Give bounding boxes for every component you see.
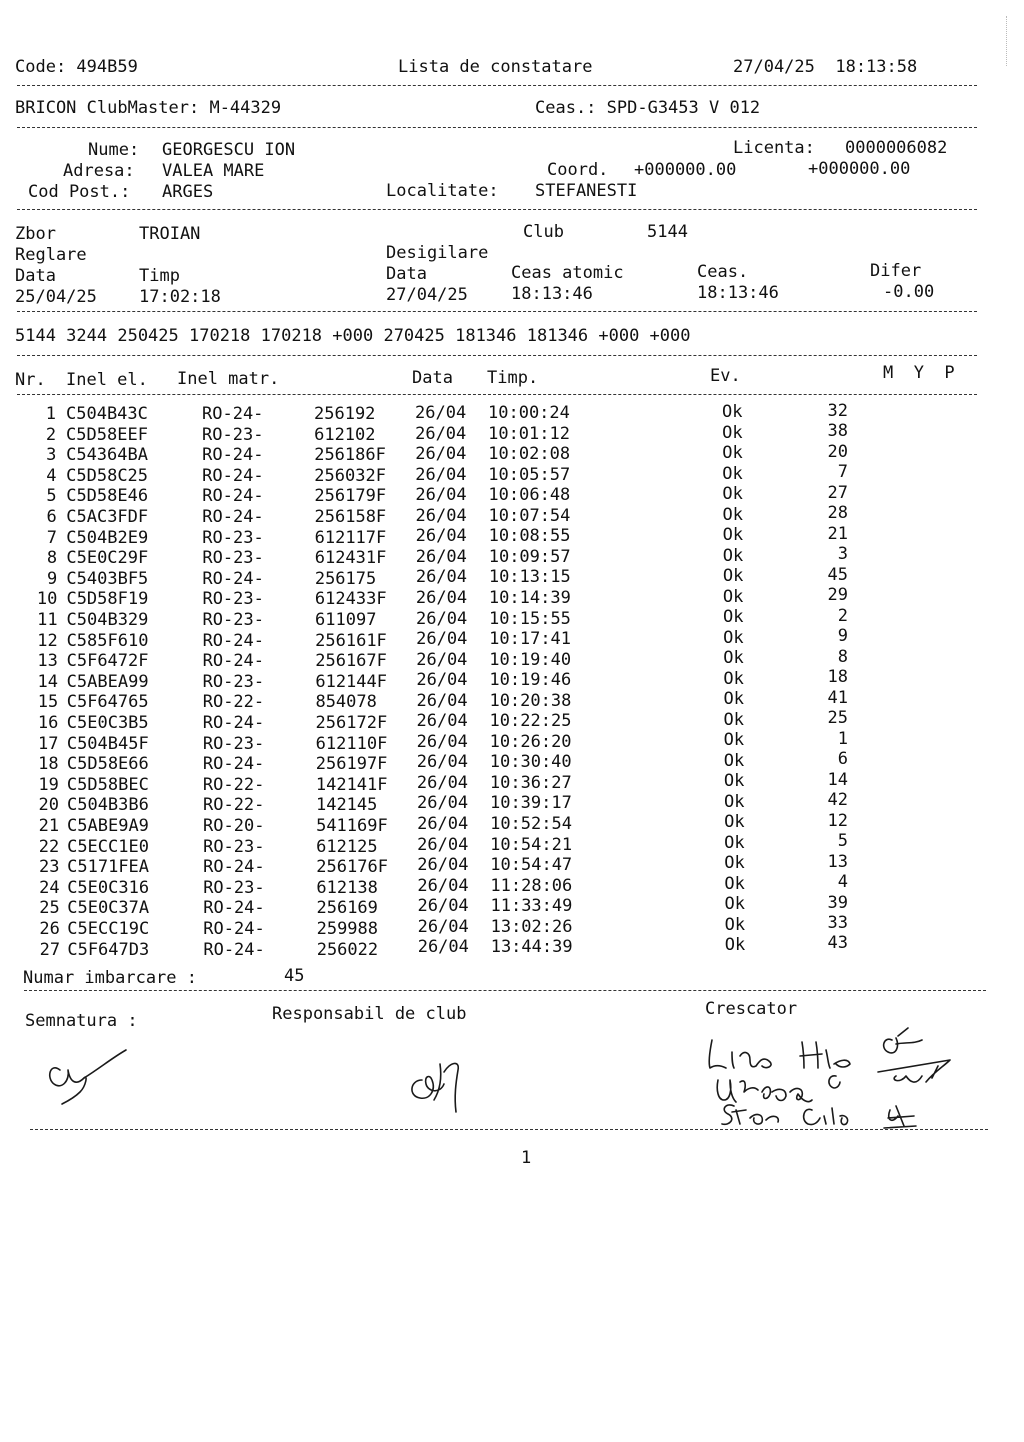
reglare-data: 25/04/25 (15, 287, 97, 307)
inel-electronic: C5E0C37A (67, 898, 150, 919)
row-nr: 19 (38, 774, 59, 795)
inel-prefix: RO-23- (203, 836, 265, 857)
position: 13 (827, 851, 848, 872)
inel-prefix: RO-23- (202, 548, 264, 569)
row-nr: 1 (45, 404, 56, 424)
ceas-value: 18:13:46 (697, 283, 779, 303)
inel-electronic: C585F610 (66, 630, 149, 651)
evaluation: Ok (723, 627, 744, 648)
flight-name: TROIAN (139, 224, 201, 244)
inel-number: 256175 (314, 568, 377, 589)
arrival-date: 26/04 (417, 875, 469, 896)
numar-imbarcare-label: Numar imbarcare : (23, 968, 197, 988)
arrival-date: 26/04 (416, 690, 468, 711)
row-nr: 15 (37, 692, 59, 713)
inel-electronic: C504B3B6 (66, 795, 149, 816)
table-row (0, 544, 1024, 569)
owner-postcode: ARGES (162, 182, 214, 202)
position: 32 (827, 401, 848, 421)
inel-number: 541169F (316, 816, 388, 836)
inel-electronic: C5D58EEF (66, 424, 148, 445)
evaluation: Ok (722, 443, 743, 463)
reglare-data-label: Data (15, 266, 56, 286)
row-nr: 7 (46, 527, 57, 548)
inel-electronic: C5ECC19C (67, 919, 150, 939)
semnatura-signature (40, 1040, 140, 1110)
position: 45 (827, 564, 848, 585)
owner-locality: STEFANESTI (535, 181, 638, 201)
evaluation: Ok (724, 873, 745, 894)
position: 6 (837, 749, 848, 770)
inel-prefix: RO-23- (202, 733, 265, 754)
arrival-time: 10:54:47 (490, 855, 573, 876)
arrival-date: 26/04 (415, 546, 467, 567)
position: 27 (827, 482, 848, 503)
col-timp: Timp. (487, 368, 539, 388)
inel-electronic: C504B45F (66, 733, 149, 754)
inel-prefix: RO-23- (202, 589, 264, 610)
arrival-date: 26/04 (417, 814, 469, 834)
arrival-time: 10:09:57 (488, 546, 571, 567)
arrival-date: 26/04 (416, 772, 469, 793)
row-nr: 25 (39, 898, 60, 919)
inel-number: 256169 (316, 898, 378, 919)
inel-number: 256197F (315, 754, 388, 775)
inel-number: 611097 (315, 610, 377, 630)
inel-prefix: RO-23- (202, 610, 264, 630)
row-nr: 9 (47, 568, 58, 589)
position: 25 (827, 708, 848, 729)
inel-prefix: RO-24- (202, 754, 265, 775)
difer-label: Difer (870, 261, 922, 281)
arrival-time: 10:14:39 (488, 587, 571, 608)
col-nr: Nr. (15, 370, 46, 390)
position: 38 (827, 421, 848, 442)
inel-prefix: RO-24- (203, 857, 265, 878)
arrival-date: 26/04 (416, 670, 468, 691)
reglare-timp-label: Timp (139, 266, 180, 286)
owner-address: VALEA MARE (162, 161, 265, 181)
row-nr: 13 (37, 651, 58, 672)
divider (17, 394, 977, 395)
divider (17, 311, 977, 312)
inel-electronic: C54364BA (66, 445, 148, 466)
row-nr: 11 (37, 610, 58, 630)
crescator-signatures (700, 1020, 970, 1135)
coord-label: Coord. (547, 160, 609, 180)
inel-electronic: C5AC3FDF (66, 507, 149, 527)
inel-electronic: C5E0C29F (66, 548, 149, 569)
divider (24, 990, 986, 991)
row-nr: 14 (37, 671, 59, 692)
row-nr: 18 (38, 754, 59, 775)
arrival-time: 11:33:49 (490, 896, 573, 917)
position: 18 (827, 667, 848, 688)
inel-electronic: C5F64765 (66, 692, 149, 713)
col-inel-matr: Inel matr. (177, 369, 280, 389)
table-row (0, 687, 1024, 713)
evaluation: Ok (722, 484, 743, 504)
position: 5 (837, 831, 848, 852)
inel-number: 612110F (315, 733, 388, 754)
table-row (0, 441, 1024, 466)
arrival-time: 10:36:27 (489, 772, 572, 793)
inel-prefix: RO-24- (202, 445, 264, 466)
row-nr: 24 (39, 877, 60, 898)
col-inel-el: Inel el. (66, 370, 148, 390)
row-nr: 23 (38, 857, 60, 878)
table-row (0, 462, 1024, 487)
divider (30, 1129, 988, 1130)
evaluation: Ok (723, 730, 745, 750)
inel-prefix: RO-24- (203, 939, 265, 960)
inel-number: 256172F (315, 713, 388, 733)
evaluation: Ok (723, 648, 744, 668)
row-nr: 21 (38, 816, 60, 836)
position: 14 (827, 769, 848, 790)
inel-number: 612102 (314, 424, 376, 445)
arrival-date: 26/04 (417, 855, 469, 876)
row-nr: 22 (38, 836, 60, 857)
row-nr: 20 (38, 795, 59, 816)
arrival-time: 10:05:57 (488, 464, 571, 485)
evaluation: Ok (723, 668, 744, 689)
document-title: Lista de constatare (398, 57, 593, 77)
evaluation: Ok (723, 750, 745, 771)
arrival-date: 26/04 (415, 444, 467, 465)
inel-number: 854078 (315, 692, 377, 713)
evaluation: Ok (723, 771, 745, 791)
divider (17, 85, 977, 86)
inel-number: 256186F (314, 445, 386, 466)
clock-id: Ceas.: SPD-G3453 V 012 (535, 98, 761, 118)
evaluation: Ok (724, 894, 745, 914)
inel-number: 256032F (314, 465, 386, 486)
table-row (0, 626, 1024, 652)
inel-prefix: RO-24- (202, 651, 265, 672)
locality-label: Localitate: (386, 181, 499, 201)
inel-prefix: RO-24- (202, 507, 264, 527)
col-myp: M Y P (883, 363, 955, 383)
evaluation: Ok (723, 607, 744, 627)
table-row (0, 933, 1024, 961)
inel-electronic: C5171FEA (67, 857, 150, 878)
inel-number: 259988 (316, 919, 379, 939)
evaluation: Ok (722, 566, 744, 586)
position: 9 (837, 626, 848, 647)
divider (17, 209, 977, 210)
ceas-label: Ceas. (697, 262, 749, 282)
evaluation: Ok (723, 791, 745, 812)
position: 43 (827, 933, 848, 954)
arrival-time: 10:08:55 (488, 526, 571, 547)
position: 1 (837, 728, 848, 749)
arrival-date: 26/04 (415, 464, 467, 485)
difer-value: -0.00 (883, 282, 935, 302)
arrival-time: 11:28:06 (490, 875, 573, 896)
position: 7 (837, 462, 848, 483)
position: 4 (837, 872, 848, 893)
position: 39 (827, 892, 848, 913)
inel-electronic: C504B329 (66, 610, 149, 630)
arrival-time: 10:02:08 (488, 444, 571, 465)
inel-prefix: RO-24- (202, 465, 264, 486)
evaluation: Ok (722, 504, 743, 525)
inel-number: 256022 (316, 939, 379, 960)
inel-prefix: RO-20- (203, 816, 265, 836)
ceas-atomic-label: Ceas atomic (511, 263, 624, 283)
arrival-time: 13:44:39 (490, 937, 573, 958)
arrival-time: 13:02:26 (490, 916, 573, 937)
responsabil-signature (400, 1050, 480, 1120)
arrival-date: 26/04 (415, 423, 467, 444)
arrival-time: 10:13:15 (488, 567, 571, 588)
table-row (0, 646, 1024, 672)
club-number: 5144 (647, 222, 688, 242)
club-label: Club (523, 222, 564, 242)
inel-number: 256176F (316, 857, 388, 878)
arrival-time: 10:22:25 (489, 711, 572, 732)
arrival-time: 10:17:41 (489, 629, 572, 650)
arrival-time: 10:39:17 (489, 793, 572, 814)
coord-lon: +000000.00 (808, 159, 911, 179)
evaluation: Ok (724, 832, 745, 853)
arrival-date: 26/04 (417, 896, 469, 917)
row-nr: 8 (46, 548, 58, 569)
divider (17, 355, 977, 356)
inel-prefix: RO-24- (202, 404, 264, 424)
numar-imbarcare-value: 45 (284, 966, 305, 986)
arrival-date: 26/04 (416, 793, 469, 814)
row-nr: 3 (46, 445, 57, 466)
inel-prefix: RO-22- (202, 795, 265, 816)
col-ev: Ev. (710, 366, 741, 386)
table-row (0, 503, 1024, 528)
arrival-date: 26/04 (416, 629, 468, 650)
crescator-label: Crescator (705, 999, 798, 1019)
arrival-time: 10:26:20 (489, 731, 572, 752)
inel-prefix: RO-24- (203, 898, 265, 919)
inel-number: 612138 (316, 877, 378, 898)
arrival-date: 26/04 (415, 567, 468, 588)
licence-number: 0000006082 (845, 138, 948, 158)
inel-electronic: C504B2E9 (66, 527, 149, 548)
inel-prefix: RO-22- (202, 692, 265, 713)
arrival-time: 10:52:54 (490, 814, 572, 834)
divider (17, 127, 977, 128)
arrival-date: 26/04 (416, 731, 468, 752)
row-nr: 6 (46, 507, 57, 527)
row-nr: 10 (36, 589, 58, 610)
reglare-timp: 17:02:18 (139, 287, 221, 307)
semnatura-label: Semnatura : (25, 1011, 138, 1031)
position: 2 (837, 605, 848, 626)
row-nr: 16 (37, 713, 59, 733)
arrival-time: 10:19:46 (489, 670, 572, 691)
inel-electronic: C5ABEA99 (66, 671, 149, 692)
arrival-date: 26/04 (416, 608, 468, 629)
table-row (0, 421, 1024, 446)
postcode-label: Cod Post.: (28, 182, 131, 202)
arrival-date: 26/04 (415, 403, 467, 423)
row-nr: 12 (37, 630, 58, 651)
arrival-time: 10:06:48 (488, 485, 571, 506)
table-row (0, 523, 1024, 549)
inel-electronic: C5D58F19 (66, 589, 149, 610)
desigilare-data-label: Data (386, 264, 427, 284)
arrival-time: 10:01:12 (488, 423, 570, 444)
arrival-date: 26/04 (416, 711, 468, 732)
evaluation: Ok (723, 689, 744, 709)
evaluation: Ok (724, 935, 746, 955)
row-nr: 26 (39, 919, 60, 939)
arrival-date: 26/04 (417, 916, 469, 937)
evaluation: Ok (724, 853, 745, 873)
table-row (0, 605, 1024, 631)
evaluation: Ok (724, 812, 745, 832)
inel-number: 256179F (314, 486, 387, 507)
clubmaster-id: BRICON ClubMaster: M-44329 (15, 98, 282, 118)
responsabil-label: Responsabil de club (272, 1004, 467, 1024)
position: 21 (827, 523, 848, 544)
inel-prefix: RO-24- (202, 486, 264, 507)
position: 29 (827, 585, 848, 606)
arrival-time: 10:20:38 (489, 690, 572, 711)
arrival-date: 26/04 (415, 526, 467, 547)
inel-electronic: C5E0C3B5 (66, 713, 149, 733)
table-row (0, 564, 1024, 590)
inel-electronic: C5F6472F (66, 651, 149, 672)
table-row (0, 667, 1024, 693)
inel-prefix: RO-23- (202, 671, 265, 692)
inel-prefix: RO-22- (202, 774, 265, 795)
page-number: 1 (521, 1148, 532, 1168)
inel-number: 612433F (314, 589, 387, 610)
row-nr: 2 (45, 424, 57, 445)
coord-lat: +000000.00 (634, 160, 737, 180)
inel-prefix: RO-23- (202, 424, 264, 445)
evaluation: Ok (722, 586, 744, 607)
arrival-time: 10:00:24 (488, 403, 570, 423)
arrival-date: 26/04 (417, 834, 469, 855)
position: 33 (827, 913, 848, 933)
inel-electronic: C5D58E46 (66, 486, 149, 507)
inel-electronic: C5D58BEC (66, 774, 149, 795)
arrival-time: 10:15:55 (489, 608, 571, 629)
evaluation: Ok (724, 914, 746, 935)
flight-code-line: 5144 3244 250425 170218 170218 +000 270425 181346 181346 +000 +000 (15, 326, 691, 346)
evaluation: Ok (722, 422, 743, 443)
row-nr: 4 (46, 465, 57, 486)
evaluation: Ok (722, 402, 743, 422)
zbor-label: Zbor (15, 224, 56, 244)
inel-number: 612117F (314, 527, 387, 548)
inel-number: 256161F (315, 630, 387, 651)
ceas-atomic-value: 18:13:46 (511, 284, 593, 304)
arrival-date: 26/04 (415, 505, 467, 526)
position: 3 (837, 544, 848, 565)
evaluation: Ok (722, 525, 744, 545)
inel-prefix: RO-24- (202, 713, 265, 733)
row-nr: 5 (46, 486, 57, 507)
inel-electronic: C5D58E66 (66, 754, 149, 775)
inel-prefix: RO-24- (202, 630, 264, 651)
inel-electronic: C504B43C (66, 404, 148, 424)
position: 12 (827, 810, 848, 831)
owner-name: GEORGESCU ION (162, 140, 296, 160)
inel-electronic: C5403BF5 (66, 568, 149, 589)
table-row (0, 482, 1024, 507)
arrival-date: 26/04 (417, 937, 469, 958)
row-nr: 17 (38, 733, 59, 754)
position: 8 (837, 646, 848, 667)
reglare-label: Reglare (15, 245, 87, 265)
evaluation: Ok (722, 545, 744, 566)
col-data: Data (412, 368, 453, 388)
position: 42 (827, 790, 848, 811)
row-nr: 27 (39, 939, 61, 960)
arrival-time: 10:30:40 (489, 752, 572, 773)
evaluation: Ok (722, 463, 743, 484)
inel-number: 142141F (315, 774, 388, 795)
inel-electronic: C5D58C25 (66, 465, 149, 486)
table-row (0, 401, 1024, 425)
inel-electronic: C5F647D3 (67, 939, 150, 960)
evaluation: Ok (723, 709, 745, 730)
inel-number: 256192 (314, 404, 376, 424)
inel-prefix: RO-24- (202, 568, 264, 589)
arrival-time: 10:19:40 (489, 649, 572, 670)
scan-edge-mark (996, 16, 1007, 66)
desigilare-label: Desigilare (386, 243, 489, 263)
arrival-date: 26/04 (415, 485, 467, 506)
document-code: Code: 494B59 (15, 57, 138, 77)
inel-number: 142145 (315, 795, 378, 816)
position: 20 (827, 441, 848, 462)
name-label: Nume: (88, 140, 140, 160)
address-label: Adresa: (63, 161, 135, 181)
inel-number: 256158F (314, 507, 387, 527)
arrival-date: 26/04 (416, 649, 468, 670)
inel-electronic: C5ECC1E0 (67, 836, 149, 857)
inel-number: 612144F (315, 671, 387, 692)
inel-electronic: C5E0C316 (67, 877, 150, 898)
desigilare-data: 27/04/25 (386, 285, 468, 305)
inel-prefix: RO-23- (203, 877, 265, 898)
arrival-date: 26/04 (415, 587, 468, 608)
position: 41 (827, 687, 848, 708)
inel-number: 612125 (316, 836, 378, 857)
arrival-date: 26/04 (416, 752, 468, 773)
inel-prefix: RO-23- (202, 527, 264, 548)
print-datetime: 27/04/25 18:13:58 (733, 57, 918, 77)
inel-electronic: C5ABE9A9 (67, 816, 149, 836)
inel-number: 612431F (314, 548, 387, 569)
inel-number: 256167F (315, 651, 387, 672)
arrival-time: 10:07:54 (488, 505, 571, 526)
licence-label: Licenta: (733, 138, 815, 158)
arrival-time: 10:54:21 (490, 834, 573, 855)
table-row (0, 585, 1024, 610)
position: 28 (827, 503, 848, 524)
inel-prefix: RO-24- (203, 919, 265, 939)
